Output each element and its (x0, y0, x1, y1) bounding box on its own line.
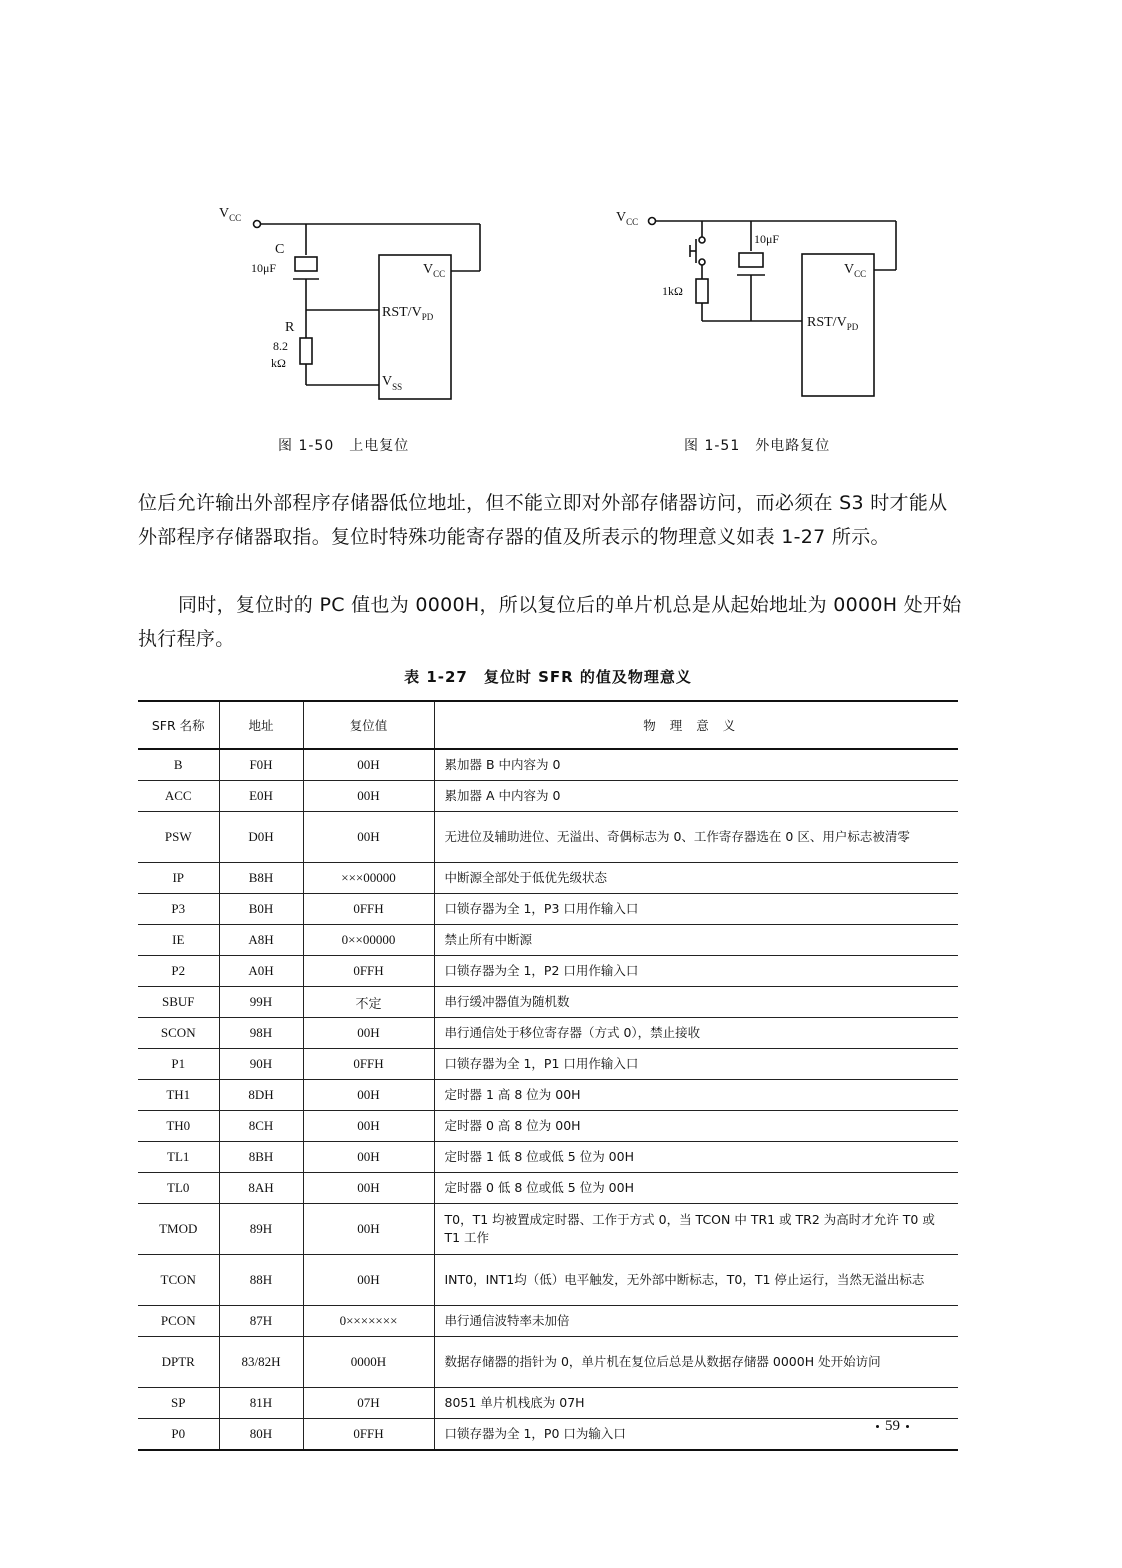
cell-reset-value: 00H (303, 1080, 434, 1111)
table-row (138, 1049, 958, 1080)
svg-text:RST/VPD (382, 305, 434, 322)
cell-reset-value: 0FFH (303, 1419, 434, 1451)
cell-reset-value: 00H (303, 812, 434, 863)
label-chip-vcc-sub-2: CC (854, 269, 867, 279)
cell-meaning: 定时器 1 高 8 位为 00H (434, 1080, 958, 1111)
svg-text:VSS (382, 374, 402, 392)
cell-meaning: 无进位及辅助进位、无溢出、奇偶标志为 0、工作寄存器选在 0 区、用户标志被清零 (434, 812, 958, 863)
svg-text:VCC (844, 262, 866, 279)
cell-sfr-name: IP (138, 863, 219, 894)
cell-meaning: 定时器 1 低 8 位或低 5 位为 00H (434, 1142, 958, 1173)
paragraph-1: 位后允许输出外部程序存储器低位地址，但不能立即对外部存储器访问，而必须在 S3 时才能从外部程序存储器取指。复位时特殊功能寄存器的值及所表示的物理意义如表 1-27 所示。 (138, 492, 948, 548)
cell-sfr-name: P2 (138, 956, 219, 987)
label-res-value-1: 8.2 (273, 339, 288, 353)
cell-address: E0H (219, 781, 303, 812)
table-row (138, 812, 958, 863)
cell-meaning: 串行通信处于移位寄存器（方式 0），禁止接收 (434, 1018, 958, 1049)
cell-reset-value: 00H (303, 1204, 434, 1255)
svg-text:VCC (219, 206, 241, 223)
cell-sfr-name: SP (138, 1388, 219, 1419)
cell-reset-value: 00H (303, 1173, 434, 1204)
label-vcc-source: V (219, 206, 230, 221)
header-reset-value: 复位值 (303, 701, 434, 749)
cell-meaning: 8051 单片机栈底为 07H (434, 1388, 958, 1419)
table-row (138, 987, 958, 1018)
table-row (138, 781, 958, 812)
table-row (138, 1018, 958, 1049)
cell-sfr-name: P3 (138, 894, 219, 925)
cell-reset-value: 00H (303, 1255, 434, 1306)
cell-address: B8H (219, 863, 303, 894)
table-row (138, 1255, 958, 1306)
cell-sfr-name: TMOD (138, 1204, 219, 1255)
figure-power-on-reset (215, 195, 495, 405)
cell-meaning: 中断源全部处于低优先级状态 (434, 863, 958, 894)
svg-text:RST/VPD (807, 315, 859, 332)
cell-reset-value: 0FFH (303, 956, 434, 987)
cell-reset-value: 00H (303, 749, 434, 781)
cell-address: 98H (219, 1018, 303, 1049)
label-res-name: R (285, 320, 295, 335)
cell-meaning: 定时器 0 低 8 位或低 5 位为 00H (434, 1173, 958, 1204)
label-vcc-source-sub-2: CC (626, 217, 639, 227)
cell-address: B0H (219, 894, 303, 925)
label-chip-rst-sub: PD (421, 312, 434, 322)
paragraph-2: 同时，复位时的 PC 值也为 0000H，所以复位后的单片机总是从起始地址为 0000H 处开始执行程序。 (138, 594, 962, 650)
label-chip-rst-2: RST/V (807, 315, 847, 330)
cell-meaning: 口锁存器为全 1，P3 口用作输入口 (434, 894, 958, 925)
table-row (138, 749, 958, 781)
cell-reset-value: 00H (303, 1018, 434, 1049)
cell-address: F0H (219, 749, 303, 781)
cell-address: A0H (219, 956, 303, 987)
cell-sfr-name: IE (138, 925, 219, 956)
table-title: 表 1-27 复位时 SFR 的值及物理意义 (404, 668, 692, 686)
page-number (870, 1418, 915, 1435)
page-number-dot-left (876, 1425, 879, 1428)
figure-caption-1-50: 图 1-50 上电复位 (278, 438, 410, 454)
cell-reset-value: 0××××××× (303, 1306, 434, 1337)
cell-sfr-name: PCON (138, 1306, 219, 1337)
figure-external-reset (612, 195, 912, 405)
circuit-external-reset (612, 195, 912, 405)
cell-reset-value: 00H (303, 1111, 434, 1142)
label-chip-vcc-2: V (844, 262, 855, 277)
cell-address: 83/82H (219, 1337, 303, 1388)
cell-meaning: 禁止所有中断源 (434, 925, 958, 956)
header-sfr-name: SFR 名称 (138, 701, 219, 749)
cell-reset-value: 07H (303, 1388, 434, 1419)
cell-sfr-name: SBUF (138, 987, 219, 1018)
label-chip-rst-sub-2: PD (846, 322, 859, 332)
label-vcc-source-2: V (616, 210, 627, 225)
table-row (138, 1111, 958, 1142)
cell-address: 8CH (219, 1111, 303, 1142)
cell-address: 99H (219, 987, 303, 1018)
cell-sfr-name: TCON (138, 1255, 219, 1306)
label-res-value-2: kΩ (271, 356, 286, 370)
cell-sfr-name: P0 (138, 1419, 219, 1451)
cell-meaning: 串行缓冲器值为随机数 (434, 987, 958, 1018)
cell-sfr-name: DPTR (138, 1337, 219, 1388)
cell-reset-value: 0FFH (303, 1049, 434, 1080)
cell-address: D0H (219, 812, 303, 863)
cell-sfr-name: TL1 (138, 1142, 219, 1173)
cell-sfr-name: P1 (138, 1049, 219, 1080)
table-body (138, 749, 958, 1450)
cell-meaning: 串行通信波特率未加倍 (434, 1306, 958, 1337)
cell-reset-value: 0000H (303, 1337, 434, 1388)
label-vcc-source-sub: CC (229, 213, 242, 223)
cell-address: 87H (219, 1306, 303, 1337)
table-row (138, 1173, 958, 1204)
page-number-dot-right (906, 1425, 909, 1428)
cell-reset-value: 0FFH (303, 894, 434, 925)
cell-reset-value: 00H (303, 781, 434, 812)
cell-reset-value: ×××00000 (303, 863, 434, 894)
figure-caption-1-51: 图 1-51 外电路复位 (684, 438, 831, 454)
label-chip-vss-sub: SS (392, 382, 403, 392)
cell-address: 8BH (219, 1142, 303, 1173)
cell-meaning: INT0，INT1均（低）电平触发，无外部中断标志，T0，T1 停止运行，当然无溢出标志 (434, 1255, 958, 1306)
label-chip-vcc: V (423, 262, 434, 277)
label-res-value-2b: 1kΩ (662, 284, 683, 298)
cell-sfr-name: SCON (138, 1018, 219, 1049)
table-header-row (138, 701, 958, 749)
cell-sfr-name: TH0 (138, 1111, 219, 1142)
cell-sfr-name: TH1 (138, 1080, 219, 1111)
cell-reset-value: 00H (303, 1142, 434, 1173)
table-row (138, 956, 958, 987)
table-row (138, 863, 958, 894)
cell-sfr-name: B (138, 749, 219, 781)
label-chip-vcc-sub: CC (433, 269, 446, 279)
cell-meaning: 口锁存器为全 1，P0 口为输入口 (434, 1419, 958, 1451)
cell-sfr-name: ACC (138, 781, 219, 812)
cell-address: 80H (219, 1419, 303, 1451)
table-row (138, 1419, 958, 1451)
cell-address: 8DH (219, 1080, 303, 1111)
cell-address: 90H (219, 1049, 303, 1080)
cell-address: A8H (219, 925, 303, 956)
page-number-value: 59 (885, 1418, 900, 1434)
cell-address: 8AH (219, 1173, 303, 1204)
circuit-power-on-reset (215, 195, 495, 405)
table-row (138, 925, 958, 956)
table-row (138, 1080, 958, 1111)
cell-reset-value: 0××00000 (303, 925, 434, 956)
table-row (138, 1204, 958, 1255)
cell-sfr-name: PSW (138, 812, 219, 863)
label-cap-value: 10μF (251, 261, 277, 275)
cell-meaning: 口锁存器为全 1，P2 口用作输入口 (434, 956, 958, 987)
table-row (138, 894, 958, 925)
cell-meaning: 数据存储器的指针为 0，单片机在复位后总是从数据存储器 0000H 处开始访问 (434, 1337, 958, 1388)
label-chip-vss: V (382, 374, 393, 389)
label-cap-value-2: 10μF (754, 232, 780, 246)
cell-meaning: T0，T1 均被置成定时器、工作于方式 0，当 TCON 中 TR1 或 TR2 为高时才允许 T0 或 T1 工作 (434, 1204, 958, 1255)
table-row (138, 1388, 958, 1419)
table-row (138, 1306, 958, 1337)
header-meaning: 物理意义 (434, 701, 958, 749)
sfr-reset-table (138, 700, 958, 1451)
cell-address: 89H (219, 1204, 303, 1255)
cell-address: 81H (219, 1388, 303, 1419)
cell-sfr-name: TL0 (138, 1173, 219, 1204)
cell-meaning: 累加器 A 中内容为 0 (434, 781, 958, 812)
cell-reset-value: 不定 (303, 987, 434, 1018)
cell-meaning: 累加器 B 中内容为 0 (434, 749, 958, 781)
label-chip-rst: RST/V (382, 305, 422, 320)
cell-address: 88H (219, 1255, 303, 1306)
table-row (138, 1337, 958, 1388)
svg-text:VCC (423, 262, 445, 279)
cell-meaning: 定时器 0 高 8 位为 00H (434, 1111, 958, 1142)
header-address: 地址 (219, 701, 303, 749)
svg-text:VCC (616, 210, 638, 227)
table-row (138, 1142, 958, 1173)
label-cap-name: C (275, 242, 285, 257)
cell-meaning: 口锁存器为全 1，P1 口用作输入口 (434, 1049, 958, 1080)
